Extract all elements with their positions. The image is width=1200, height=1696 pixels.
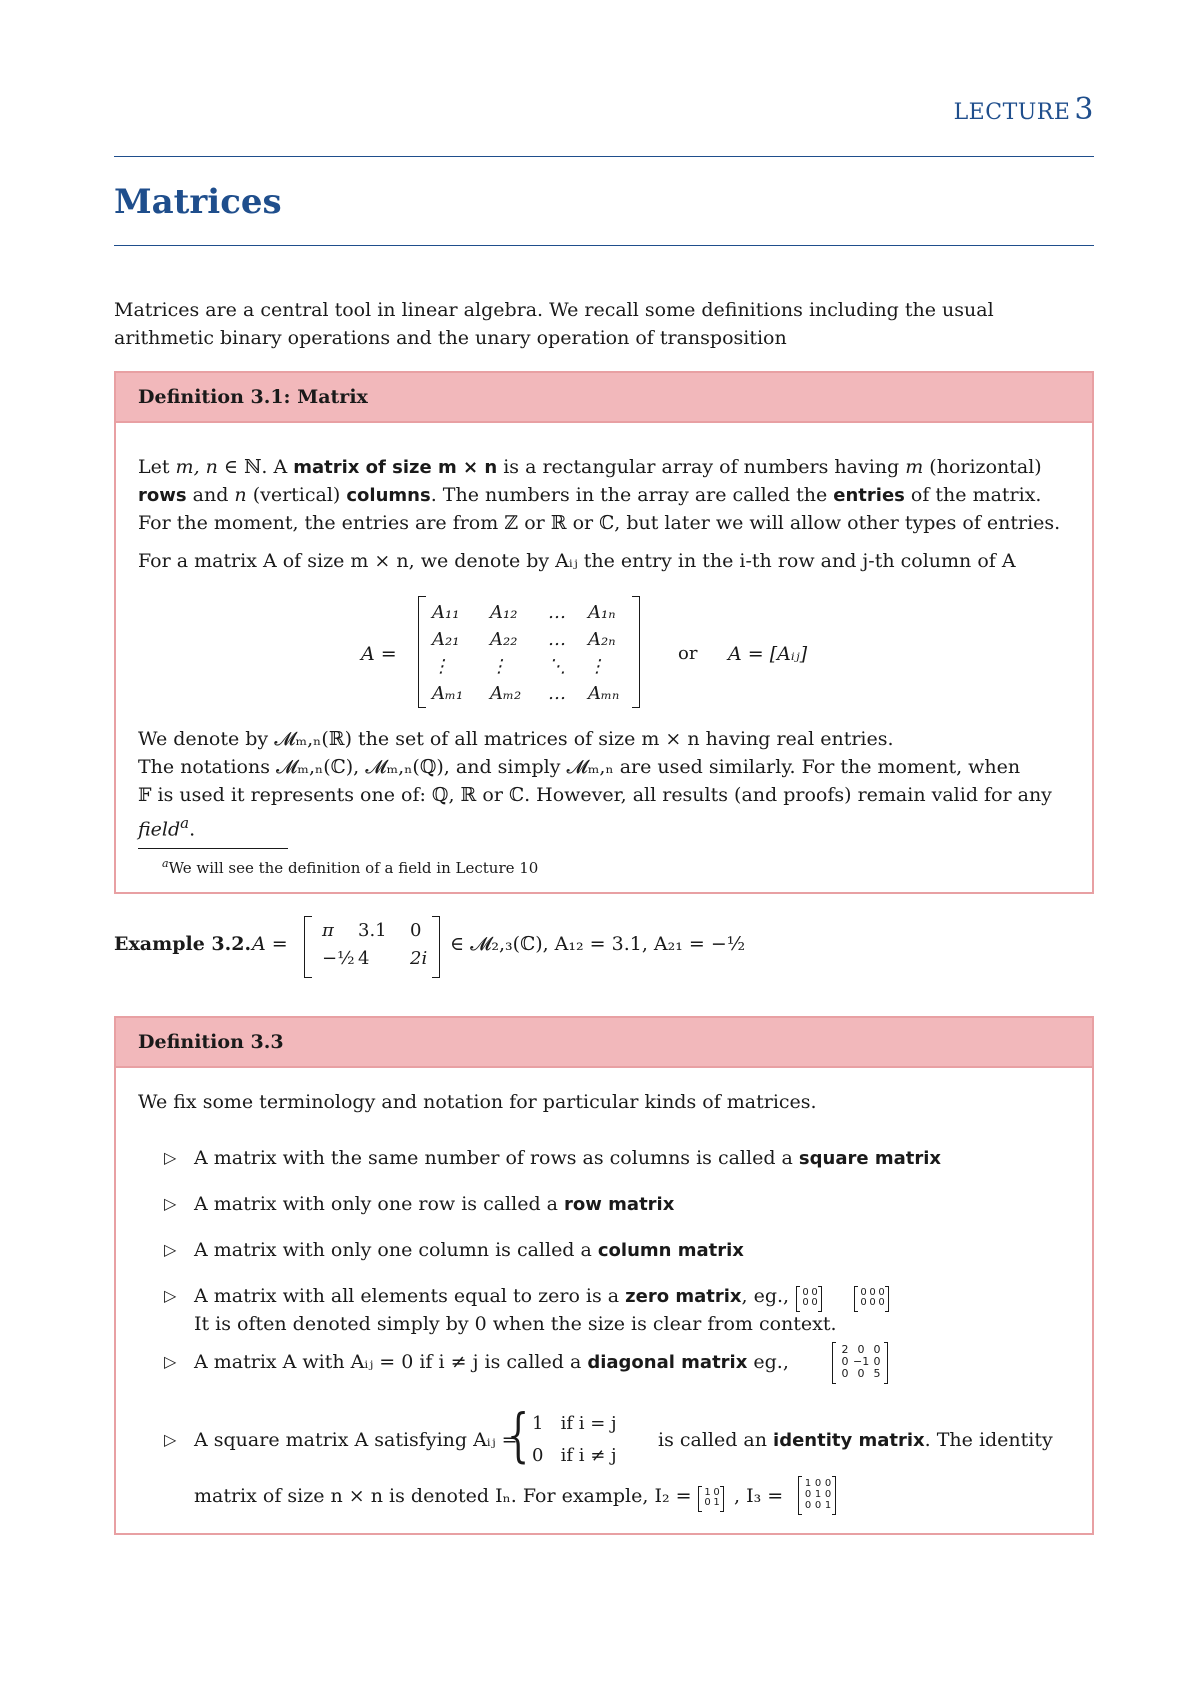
identity-3x3-entry: 0 xyxy=(804,1500,812,1511)
matrix-lhs: A = xyxy=(361,643,397,665)
identity-2x2-entry: 1 xyxy=(704,1487,711,1498)
matrix-entry: Aₘₙ xyxy=(588,683,620,704)
diagonal-example-matrix-entry: 5 xyxy=(873,1367,881,1380)
matrix-entry: A₁₁ xyxy=(432,602,460,623)
alt-notation: A = [Aᵢⱼ] xyxy=(728,643,808,665)
example-label: Example 3.2. xyxy=(114,933,252,955)
matrix-entry: Aₘ₂ xyxy=(490,683,522,704)
zero-matrix-2x2-entry: 0 xyxy=(811,1297,818,1308)
matrix-left-bracket xyxy=(418,596,426,708)
term-row-matrix: row matrix xyxy=(564,1194,675,1215)
triangle-bullet-icon: ▷ xyxy=(164,1286,177,1305)
zero-matrix-2x3-entry: 0 xyxy=(869,1297,876,1308)
def31-line5: We denote by 𝓜ₘ,ₙ(ℝ) the set of all matrices of size m × n having real entries. xyxy=(138,728,894,750)
matrix-entry: … xyxy=(548,602,566,623)
cases-brace: { xyxy=(507,1401,530,1469)
identity-3x3-entry: 0 xyxy=(814,1478,822,1489)
term-diagonal-matrix: diagonal matrix xyxy=(587,1352,748,1373)
example-left-bracket xyxy=(304,916,312,978)
zero-matrix-2x2-entry: 0 xyxy=(802,1297,809,1308)
matrix-entry: A₁₂ xyxy=(490,602,518,623)
def31-line8: field$^a$. xyxy=(138,814,196,841)
term-zero-matrix: zero matrix xyxy=(625,1286,742,1307)
example-matrix-entry: π xyxy=(322,920,334,941)
matrix-entry: A₂ₙ xyxy=(588,629,616,650)
zero-matrix-2x2-left-bracket xyxy=(796,1286,800,1312)
example-right-bracket xyxy=(432,916,440,978)
term-identity-matrix: identity matrix xyxy=(773,1430,925,1451)
diagonal-example-matrix-entry: 0 xyxy=(857,1367,865,1380)
def31-line6: The notations 𝓜ₘ,ₙ(ℂ), 𝓜ₘ,ₙ(ℚ), and simply 𝓜ₘ,ₙ are used similarly. For the moment, when xyxy=(138,756,1021,778)
matrix-entry: ⋮ xyxy=(490,656,508,677)
diagonal-example-matrix-entry: 0 xyxy=(873,1355,881,1368)
zero-matrix-2x3-entry: 0 xyxy=(878,1287,885,1298)
diagonal-example-matrix-entry: 0 xyxy=(857,1343,865,1356)
header-rule-top xyxy=(114,156,1094,157)
definition-3-1-title: Definition 3.1: Matrix xyxy=(116,373,1092,423)
list-item-diagonal: ▷ A matrix A with Aᵢⱼ = 0 if i ≠ j is called a diagonal matrix eg., 2 0 0 0 −1 0 0 0 5 xyxy=(164,1348,1064,1388)
triangle-bullet-icon: ▷ xyxy=(164,1194,177,1213)
identity-3x3-entry: 0 xyxy=(824,1478,832,1489)
matrix-entry: A₂₂ xyxy=(490,629,518,650)
zero-matrix-2x3-entry: 0 xyxy=(860,1297,867,1308)
triangle-bullet-icon: ▷ xyxy=(164,1352,177,1371)
matrix-entry: … xyxy=(548,683,566,704)
diagonal-example-matrix-left-bracket xyxy=(832,1342,836,1384)
zero-matrix-2x3-entry: 0 xyxy=(878,1297,885,1308)
case-equal: 1 if i = j xyxy=(532,1413,617,1434)
identity-3x3-entry: 1 xyxy=(814,1489,822,1500)
identity-3x3-entry: 1 xyxy=(824,1500,832,1511)
identity-3x3-entry: 1 xyxy=(804,1478,812,1489)
intro-paragraph: Matrices are a central tool in linear algebra. We recall some definitions including the usual arithmetic binary operations and the unary operation of transposition xyxy=(114,299,994,349)
triangle-bullet-icon: ▷ xyxy=(164,1430,177,1449)
identity-3x3-entry: 0 xyxy=(814,1500,822,1511)
matrix-entry: ⋱ xyxy=(548,656,566,677)
identity-3x3-entry: 0 xyxy=(824,1489,832,1500)
identity-2x2-entry: 0 xyxy=(713,1487,720,1498)
lecture-header xyxy=(954,92,1094,127)
matrix-entry: ⋮ xyxy=(432,656,450,677)
example-rhs: ∈ 𝓜₂,₃(ℂ), A₁₂ = 3.1, A₂₁ = −½ xyxy=(450,933,746,955)
zero-matrix-2x2-entry: 0 xyxy=(811,1287,818,1298)
case-not-equal: 0 if i ≠ j xyxy=(532,1445,617,1466)
def31-line7: 𝔽 is used it represents one of: ℚ, ℝ or ℂ. However, all results (and proofs) remain valid for any xyxy=(138,784,1052,806)
term-entries: entries xyxy=(833,485,905,506)
matrix-entry: Aₘ₁ xyxy=(432,683,464,704)
def31-line3: For the moment, the entries are from ℤ or ℝ or ℂ, but later we will allow other types of entries. xyxy=(138,512,1061,534)
matrix-entry: A₁ₙ xyxy=(588,602,616,623)
list-item-zero: ▷ A matrix with all elements equal to zero is a zero matrix, eg., It is often denoted simply by 0 when the size is clear from context. 0 0 0 0 0 0 0 0 0 0 xyxy=(164,1282,1064,1342)
definition-3-3-title: Definition 3.3 xyxy=(116,1018,1092,1068)
identity-2x2-entry: 0 xyxy=(704,1497,711,1508)
def31-footnote: $^a$We will see the definition of a field in Lecture 10 xyxy=(162,857,539,877)
matrix-entry: … xyxy=(548,629,566,650)
identity-3x3-entry: 0 xyxy=(804,1489,812,1500)
zero-matrix-2x3-left-bracket xyxy=(854,1286,858,1312)
def33-intro: We fix some terminology and notation for particular kinds of matrices. xyxy=(138,1091,817,1113)
lecture-number: 3 xyxy=(1074,92,1094,127)
matrix-entry: A₂₁ xyxy=(432,629,460,650)
diagonal-example-matrix-entry: 0 xyxy=(841,1367,849,1380)
identity-3x3-left-bracket xyxy=(798,1476,802,1515)
diagonal-example-matrix-entry: −1 xyxy=(853,1355,870,1368)
identity-2x2-entry: 1 xyxy=(713,1497,720,1508)
example-matrix-entry: −½ xyxy=(322,948,355,969)
triangle-bullet-icon: ▷ xyxy=(164,1240,177,1259)
diagonal-example-matrix-entry: 2 xyxy=(841,1343,849,1356)
term-rows: rows xyxy=(138,485,187,506)
footnote-rule xyxy=(138,848,288,849)
term-matrix-of-size: matrix of size m × n xyxy=(293,457,498,478)
example-matrix-entry: 3.1 xyxy=(358,920,387,941)
example-lhs: A = xyxy=(252,933,288,955)
example-matrix-entry: 2i xyxy=(410,948,428,969)
triangle-bullet-icon: ▷ xyxy=(164,1148,177,1167)
term-square-matrix: square matrix xyxy=(798,1148,941,1169)
zero-matrix-2x3-entry: 0 xyxy=(869,1287,876,1298)
lecture-label: LECTURE xyxy=(953,100,1071,125)
definition-3-1-box xyxy=(114,371,1094,894)
definition-3-3-box: Definition 3.3 We fix some terminology and notation for particular kinds of matrices. ▷ A matrix with the same number of rows as columns is called a square matrix ▷ A matrix with only one row is called a row matrix ▷ A matrix with only one column is called a column matrix ▷ A matrix with all elements equal to zero is a zero matrix, eg., It is often denoted simply by 0 when the size is clear from context. 0 0 0 0 0 0 0 0 0 0 ▷ A matrix A with Aᵢⱼ = 0 if i ≠ j is called a diagonal matrix eg., 2 0 0 0 −1 0 0 0 5 ▷ A square matrix A satisfying Aᵢⱼ = { 1 if i = j 0 if i ≠ j is called an identity matrix. The identity matrix of size n × n is denoted Iₙ. For example, I₂ = 1 0 0 1 , I₃ = 1 0 0 0 1 0 0 0 1 xyxy=(114,1016,1094,1535)
list-item-identity: ▷ A square matrix A satisfying Aᵢⱼ = { 1 if i = j 0 if i ≠ j is called an identity matrix. The identity matrix of size n × n is denoted Iₙ. For example, I₂ = 1 0 0 1 , I₃ = 1 0 0 0 1 0 0 0 1 xyxy=(164,1408,1074,1518)
zero-matrix-2x2-entry: 0 xyxy=(802,1287,809,1298)
def31-line2: rows and n (vertical) columns. The numbers in the array are called the entries of the matrix. xyxy=(138,484,1042,506)
or-word: or xyxy=(678,643,698,664)
def31-line4: For a matrix A of size m × n, we denote by Aᵢⱼ the entry in the i-th row and j-th column of A xyxy=(138,550,1016,572)
def31-line1: Let m, n ∈ ℕ. A matrix of size m × n is a rectangular array of numbers having m (horizontal) xyxy=(138,456,1042,478)
matrix-entry: ⋮ xyxy=(588,656,606,677)
zero-matrix-2x3-entry: 0 xyxy=(860,1287,867,1298)
example-matrix-entry: 0 xyxy=(410,920,422,941)
matrix-right-bracket xyxy=(632,596,640,708)
example-3-2 xyxy=(114,914,1094,980)
header-rule-bottom xyxy=(114,245,1094,246)
term-column-matrix: column matrix xyxy=(597,1240,744,1261)
identity-2x2-left-bracket xyxy=(698,1486,702,1512)
section-title: Matrices xyxy=(114,182,282,222)
zero-matrix-note: It is often denoted simply by 0 when the size is clear from context. xyxy=(194,1313,837,1335)
term-columns: columns xyxy=(346,485,431,506)
diagonal-example-matrix-entry: 0 xyxy=(841,1355,849,1368)
diagonal-example-matrix-entry: 0 xyxy=(873,1343,881,1356)
example-matrix-entry: 4 xyxy=(358,948,370,969)
